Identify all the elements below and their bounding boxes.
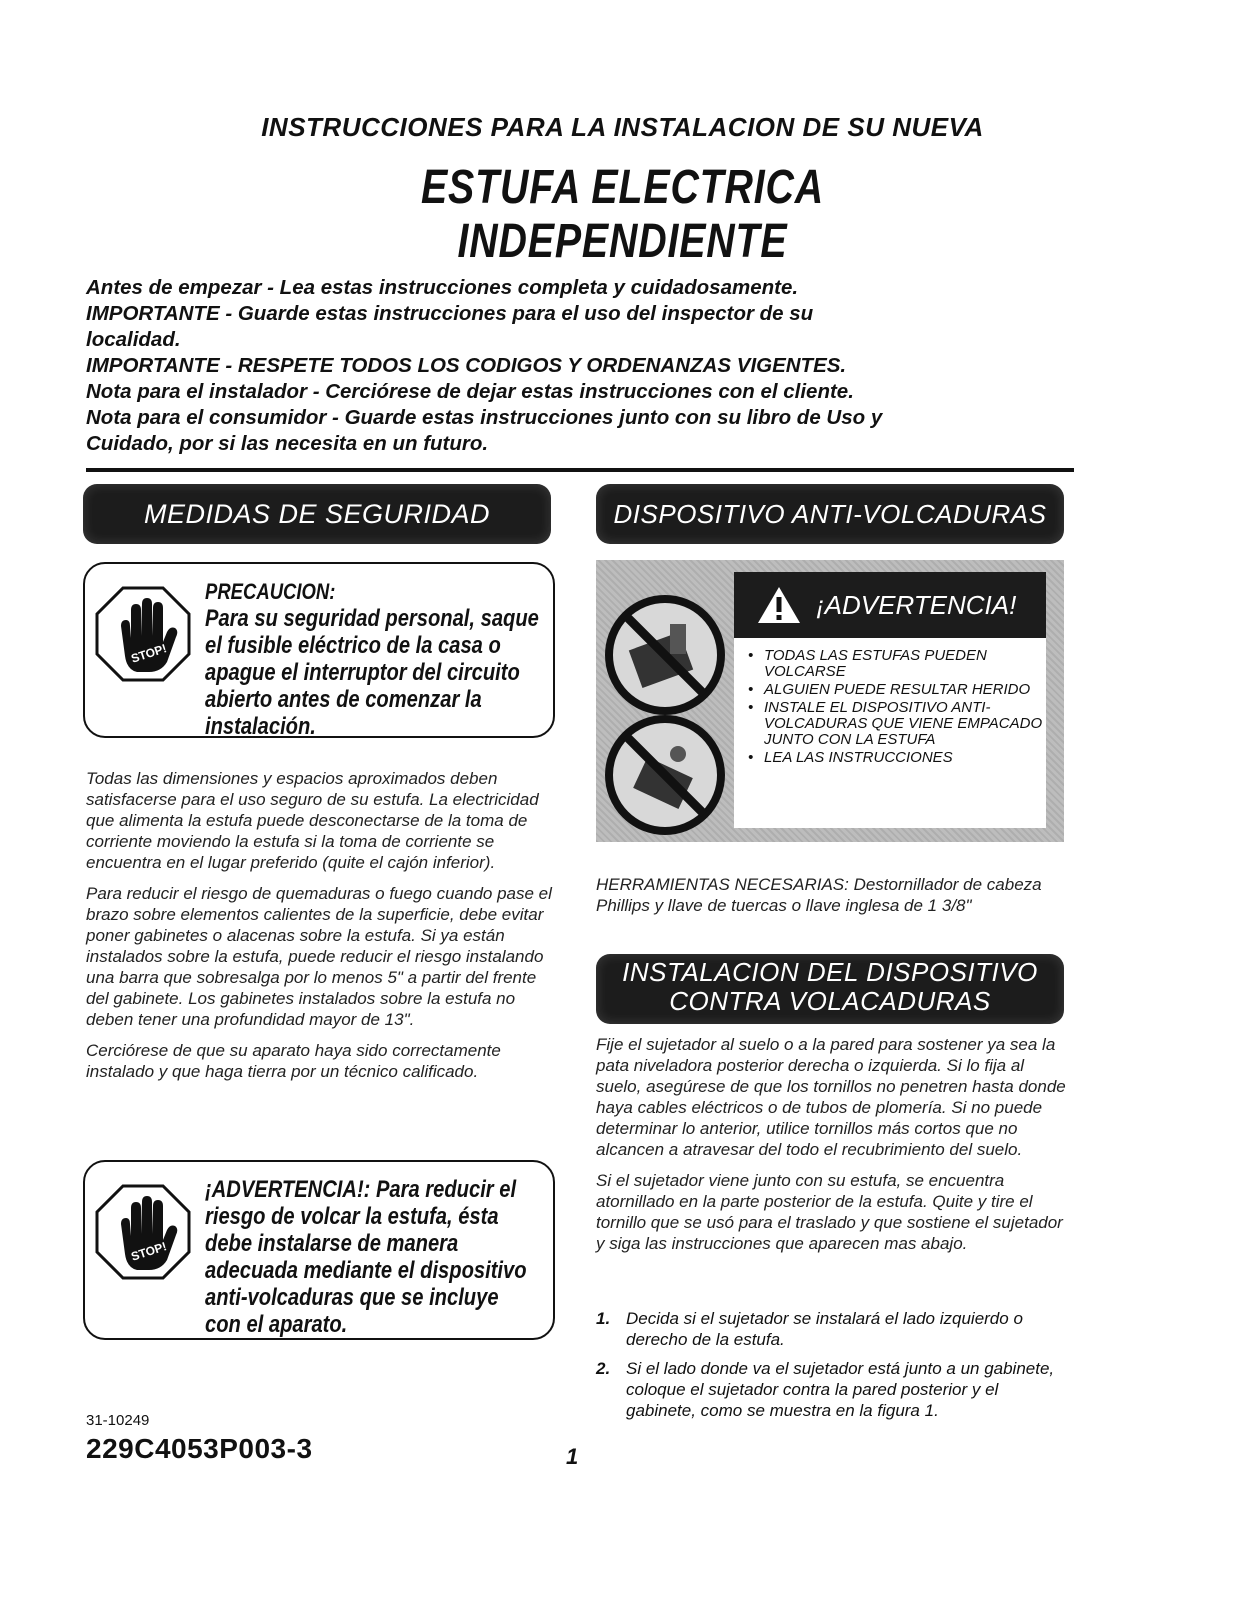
intro-line: IMPORTANTE - RESPETE TODOS LOS CODIGOS Y ORDENANZAS VIGENTES.: [86, 354, 847, 377]
stop-hand-icon: [95, 1184, 191, 1280]
warning-triangle-icon: [756, 583, 802, 623]
intro-notes: [86, 275, 1086, 457]
document-title-line2: INDEPENDIENTE: [457, 215, 788, 268]
intro-line: Nota para el instalador - Cerciórese de dejar estas instrucciones con el cliente.: [86, 380, 854, 403]
tip-warning-text: [205, 1176, 545, 1338]
caution-line: abierto antes de comenzar la: [205, 686, 482, 713]
list-item: • TODAS LAS ESTUFAS PUEDEN VOLCARSE: [748, 648, 1044, 680]
install-banner-line1: INSTALACION DEL DISPOSITIVO: [622, 957, 1038, 987]
step-number: 1.: [596, 1309, 611, 1328]
stop-hand-icon: [95, 586, 191, 682]
list-item: • LEA LAS INSTRUCCIONES: [748, 750, 1044, 766]
caution-line: PRECAUCION:: [205, 579, 336, 604]
install-paragraph: Fije el sujetador al suelo o a la pared para sostener ya sea la pata niveladora posterior derecha o izquierda. Si lo fija al suelo, asegúrese de que los tornillos no penetren hasta donde haya cables eléctricos o de tubos de plomería. Si no puede determinar lo anterior, utilice tornillos más cortos que no alcancen a atravesar del todo el recubrimiento del suelo.: [596, 1035, 1066, 1159]
no-tip-symbol-icon: [604, 714, 726, 836]
install-banner-line2: CONTRA VOLACADURAS: [669, 986, 991, 1016]
anti-tip-banner-label: DISPOSITIVO ANTI-VOLCADURAS: [613, 499, 1047, 529]
step-text: Decida si el sujetador se instalará el lado izquierdo o derecho de la estufa.: [626, 1309, 1023, 1349]
tip-warning-line: ¡ADVERTENCIA!: Para reducir el: [205, 1176, 517, 1203]
tip-warning-line: con el aparato.: [205, 1311, 348, 1338]
anti-tip-warning-heading: [734, 572, 1046, 638]
tools-needed: HERRAMIENTAS NECESARIAS: Destornillador de cabeza Phillips y llave de tuercas o llave inglesa de 1 3/8": [596, 875, 1042, 915]
safety-paragraph: Cerciórese de que su aparato haya sido correctamente instalado y que haga tierra por un técnico calificado.: [86, 1041, 501, 1081]
document-subtitle: INSTRUCCIONES PARA LA INSTALACION DE SU NUEVA: [261, 112, 984, 142]
tip-warning-line: riesgo de volcar la estufa, ésta: [205, 1203, 499, 1230]
list-item: • ALGUIEN PUEDE RESULTAR HERIDO: [748, 682, 1044, 698]
tip-warning-line: adecuada mediante el dispositivo: [205, 1257, 527, 1284]
list-item: [596, 1358, 1066, 1421]
caution-line: apague el interruptor del circuito: [205, 659, 520, 686]
step-text: Si el lado donde va el sujetador está junto a un gabinete, coloque el sujetador contra la pared posterior y el gabinete, como se muestra en la figura 1.: [626, 1359, 1055, 1420]
caution-box: [83, 562, 555, 738]
list-item: • INSTALE EL DISPOSITIVO ANTI-VOLCADURAS QUE VIENE EMPACADO JUNTO CON LA ESTUFA: [748, 700, 1044, 748]
anti-tip-warning-list: [748, 648, 1044, 768]
document-code-small: 31-10249: [86, 1412, 150, 1429]
step-number: 2.: [596, 1359, 611, 1378]
stop-label: STOP!: [129, 1239, 169, 1264]
stop-label: STOP!: [129, 641, 169, 666]
intro-line: localidad.: [86, 328, 181, 351]
anti-tip-banner: [596, 484, 1064, 544]
intro-line: IMPORTANTE - Guarde estas instrucciones para el uso del inspector de su: [86, 302, 814, 325]
safety-banner-label: MEDIDAS DE SEGURIDAD: [143, 499, 491, 529]
safety-banner: [83, 484, 551, 544]
safety-paragraph: Para reducir el riesgo de quemaduras o fuego cuando pase el brazo sobre elementos calientes de la superficie, debe evitar poner gabinetes o alacenas sobre la estufa. Si ya están instalados sobre la estufa, puede reducir el riesgo instalando una barra que sobresalga por lo menos 5" a partir del frente del gabinete. Los gabinetes instalados sobre la estufa no deben tener una profundidad mayor de 13".: [86, 884, 552, 1029]
caution-line: instalación.: [205, 713, 316, 740]
tip-warning-line: debe instalarse de manera: [205, 1230, 459, 1257]
tip-warning-box: [83, 1160, 555, 1340]
list-item: [596, 1308, 1066, 1350]
install-paragraph: Si el sujetador viene junto con su estufa, se encuentra atornillado en la parte posterior de la estufa. Quite y tire el tornillo que se usó para el traslado y que sostiene el sujetador y siga las instrucciones que aparecen mas abajo.: [596, 1171, 1063, 1253]
document-part-number: 229C4053P003-3: [86, 1433, 313, 1464]
anti-tip-warning-title: ¡ADVERTENCIA!: [816, 590, 1017, 620]
caution-text: [205, 578, 545, 740]
install-banner: [596, 954, 1064, 1024]
install-paragraphs: [596, 1034, 1066, 1264]
no-tip-symbol-icon: [604, 594, 726, 716]
caution-line: Para su seguridad personal, saque: [205, 605, 539, 632]
tip-warning-line: anti-volcaduras que se incluye: [205, 1284, 499, 1311]
install-steps: [596, 1308, 1066, 1429]
intro-line: Nota para el consumidor - Guarde estas instrucciones junto con su libro de Uso y: [86, 406, 883, 429]
document-title-line1: ESTUFA ELECTRICA: [420, 161, 825, 214]
caution-line: el fusible eléctrico de la casa o: [205, 632, 501, 659]
safety-paragraph: Todas las dimensiones y espacios aproximados deben satisfacerse para el uso seguro de su estufa. La electricidad que alimenta la estufa puede desconectarse de la toma de corriente moviendo la estufa si la toma de corriente se encuentra en el lugar preferido (quite el cajón inferior).: [86, 769, 539, 872]
safety-paragraphs: [86, 768, 556, 1092]
section-divider: [86, 468, 1074, 472]
page-number: 1: [566, 1444, 579, 1469]
intro-line: Antes de empezar - Lea estas instrucciones completa y cuidadosamente.: [86, 276, 799, 299]
intro-line: Cuidado, por si las necesita en un futuro.: [86, 432, 489, 455]
